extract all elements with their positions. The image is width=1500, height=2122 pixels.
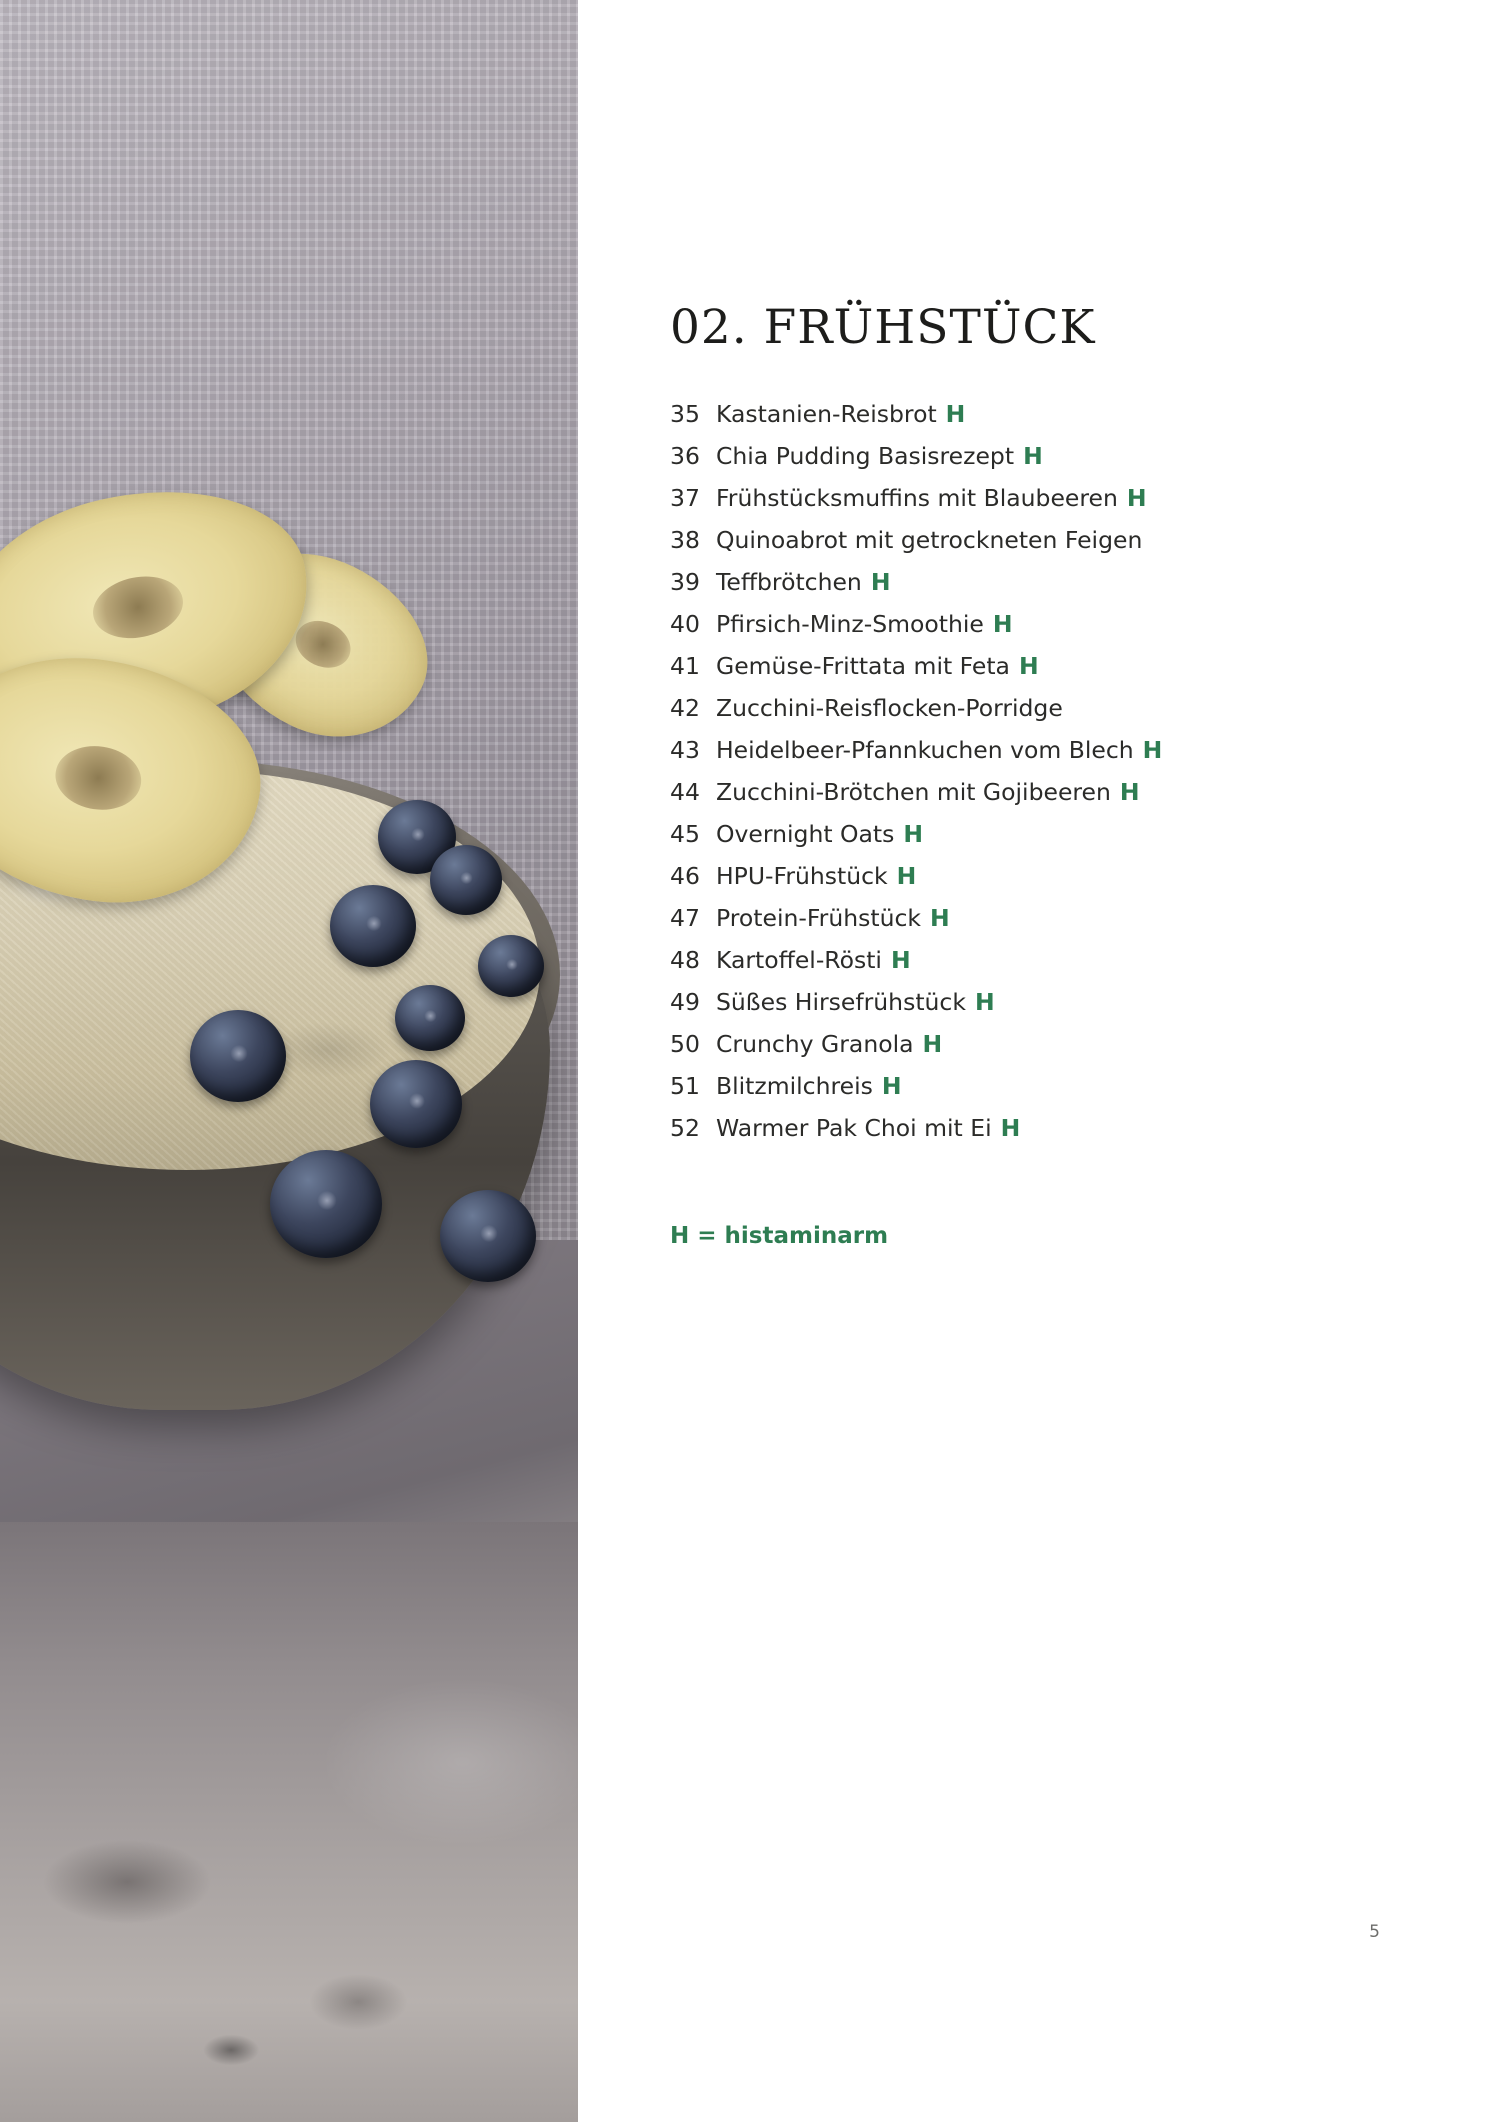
recipe-number: 45 <box>670 820 700 848</box>
recipe-title: Zucchini-Reisflocken-Porridge <box>716 694 1063 722</box>
histamine-flag: H <box>945 400 966 428</box>
page-title: 02. FRÜHSTÜCK <box>670 300 1096 355</box>
histamine-flag: H <box>1023 442 1043 470</box>
list-item[interactable] <box>670 610 1380 638</box>
list-item[interactable] <box>670 442 1380 470</box>
recipe-title: Kartoffel-Rösti <box>716 946 882 974</box>
recipe-number: 43 <box>670 736 700 764</box>
recipe-number: 46 <box>670 862 700 890</box>
blueberry-icon <box>370 1060 462 1148</box>
histamine-flag: H <box>890 946 911 974</box>
histamine-flag: H <box>974 988 995 1016</box>
list-item[interactable] <box>670 736 1380 764</box>
recipe-number: 47 <box>670 904 700 932</box>
recipe-title: Gemüse-Frittata mit Feta <box>716 652 1010 680</box>
recipe-number: 49 <box>670 988 700 1016</box>
list-item[interactable] <box>670 694 1380 722</box>
list-item[interactable] <box>670 652 1380 680</box>
recipe-number: 51 <box>670 1072 700 1100</box>
blueberry-icon <box>395 985 465 1051</box>
blueberry-icon <box>330 885 416 967</box>
recipe-title: Quinoabrot mit getrockneten Feigen <box>716 526 1143 554</box>
recipe-number: 38 <box>670 526 700 554</box>
list-item[interactable] <box>670 484 1380 512</box>
list-item[interactable] <box>670 904 1380 932</box>
list-item[interactable] <box>670 862 1380 890</box>
histamine-flag: H <box>903 820 924 848</box>
histamine-flag: H <box>922 1030 943 1058</box>
recipe-title: Teffbrötchen <box>716 568 862 596</box>
recipe-title: Zucchini-Brötchen mit Gojibeeren <box>716 778 1111 806</box>
recipe-number: 52 <box>670 1114 700 1142</box>
chapter-photo <box>0 0 578 2122</box>
recipe-number: 48 <box>670 946 700 974</box>
recipe-title: Crunchy Granola <box>716 1030 914 1058</box>
legend-histamine: H = histaminarm <box>670 1222 889 1249</box>
recipe-number: 35 <box>670 400 700 428</box>
recipe-title: Kastanien-Reisbrot <box>716 400 937 428</box>
recipe-title: HPU-Frühstück <box>716 862 888 890</box>
histamine-flag: H <box>992 610 1013 638</box>
page-number: 5 <box>1369 1922 1380 1942</box>
list-item[interactable] <box>670 568 1380 596</box>
photo-background <box>0 0 578 2122</box>
recipe-title: Heidelbeer-Pfannkuchen vom Blech <box>716 736 1134 764</box>
blueberry-icon <box>440 1190 536 1282</box>
histamine-flag: H <box>881 1072 902 1100</box>
list-item[interactable] <box>670 778 1380 806</box>
list-item[interactable] <box>670 820 1380 848</box>
recipe-number: 36 <box>670 442 700 470</box>
histamine-flag: H <box>1000 1114 1021 1142</box>
list-item[interactable] <box>670 1030 1380 1058</box>
list-item[interactable] <box>670 946 1380 974</box>
recipe-number: 42 <box>670 694 700 722</box>
apple-core-icon <box>87 568 188 645</box>
list-item[interactable] <box>670 988 1380 1016</box>
histamine-flag: H <box>896 862 917 890</box>
blueberry-icon <box>270 1150 382 1258</box>
recipe-number: 37 <box>670 484 700 512</box>
recipe-number: 41 <box>670 652 700 680</box>
stone-surface <box>0 1522 578 2122</box>
table-of-contents <box>670 400 1380 1142</box>
recipe-title: Süßes Hirsefrühstück <box>716 988 966 1016</box>
histamine-flag: H <box>1119 778 1140 806</box>
recipe-title: Overnight Oats <box>716 820 895 848</box>
list-item[interactable] <box>670 400 1380 428</box>
recipe-number: 40 <box>670 610 700 638</box>
blueberry-icon <box>190 1010 286 1102</box>
recipe-number: 44 <box>670 778 700 806</box>
recipe-title: Warmer Pak Choi mit Ei <box>716 1114 992 1142</box>
histamine-flag: H <box>1142 736 1163 764</box>
recipe-title: Blitzmilchreis <box>716 1072 873 1100</box>
list-item[interactable] <box>670 1072 1380 1100</box>
recipe-title: Chia Pudding Basisrezept <box>716 442 1015 470</box>
recipe-number: 50 <box>670 1030 700 1058</box>
blueberry-icon <box>478 935 544 997</box>
recipe-title: Frühstücksmuffins mit Blaubeeren <box>716 484 1118 512</box>
blueberry-icon <box>430 845 502 915</box>
histamine-flag: H <box>1018 652 1039 680</box>
apple-core-icon <box>52 741 146 815</box>
recipe-title: Protein-Frühstück <box>716 904 921 932</box>
list-item[interactable] <box>670 1114 1380 1142</box>
histamine-flag: H <box>870 568 891 596</box>
recipe-number: 39 <box>670 568 700 596</box>
recipe-title: Pfirsich-Minz-Smoothie <box>716 610 984 638</box>
chapter-contents <box>578 0 1500 2122</box>
histamine-flag: H <box>930 904 950 932</box>
list-item[interactable] <box>670 526 1380 554</box>
histamine-flag: H <box>1126 484 1147 512</box>
